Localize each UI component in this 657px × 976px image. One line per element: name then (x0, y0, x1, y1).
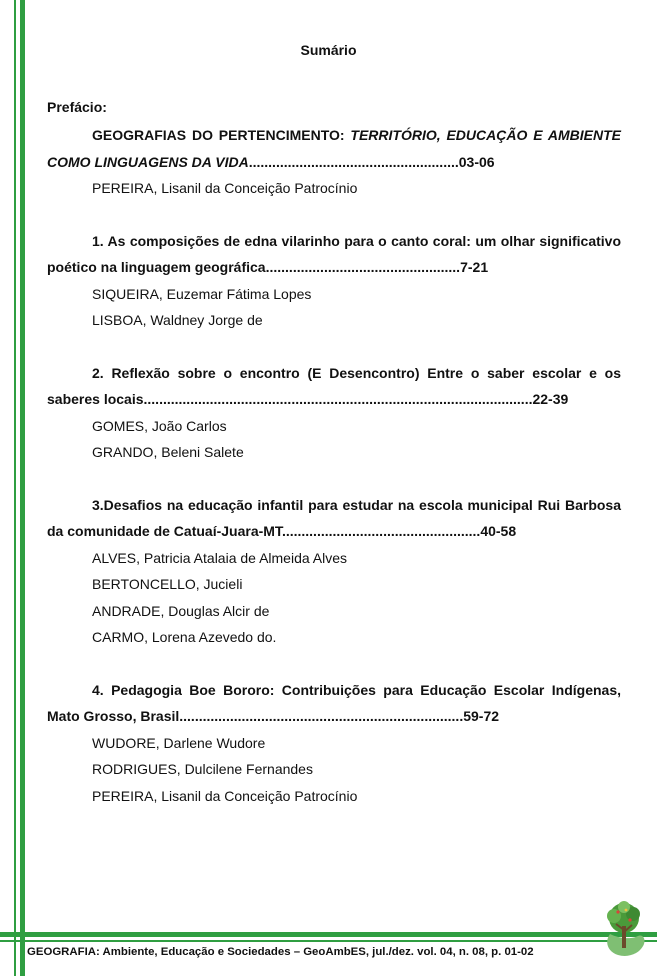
leader-dots: .................................................. (265, 259, 461, 276)
author-line: PEREIRA, Lisanil da Conceição Patrocínio (92, 180, 358, 197)
page-range: 40-58 (480, 523, 517, 540)
page-range: 7-21 (460, 259, 489, 276)
author-line: LISBOA, Waldney Jorge de (92, 312, 263, 329)
toc-entry-heading (47, 228, 621, 281)
author-line: GOMES, João Carlos (92, 417, 227, 434)
toc-entry-4 (47, 677, 621, 809)
toc-entry-heading (47, 492, 621, 545)
page-range: 22-39 (532, 391, 569, 408)
author-line: CARMO, Lorena Azevedo do. (92, 629, 277, 646)
preface-label: Prefácio: (47, 99, 107, 115)
heading-text: 1. As composições de edna vilarinho para o canto coral: um olhar significativo poético na linguagem geográfica (47, 233, 621, 276)
footer-rule-thin (0, 940, 657, 942)
page-range: 03-06 (458, 153, 495, 170)
leader-dots: ................................................... (281, 523, 481, 540)
heading-text: 2. Reflexão sobre o encontro (E Desencontro) Entre o saber escolar e os saberes locais (47, 365, 621, 408)
table-of-contents (47, 94, 621, 835)
page-title: Sumário (300, 42, 357, 58)
toc-entry-preface (47, 122, 621, 201)
toc-entry-heading (47, 360, 621, 413)
author-line: BERTONCELLO, Jucieli (92, 576, 243, 593)
logo-tree-leaf-cluster (618, 901, 630, 913)
author-line: ALVES, Patricia Atalaia de Almeida Alves (92, 549, 347, 566)
left-border-line-inner (20, 0, 25, 976)
heading-plain: GEOGRAFIAS DO PERTENCIMENTO: (92, 127, 351, 144)
leader-dots: ......................................................................... (179, 708, 464, 725)
journal-footer-citation: GEOGRAFIA: Ambiente, Educação e Sociedades – GeoAmbES, jul./dez. vol. 04, n. 08, p. 01-02 (27, 946, 534, 958)
logo-tree-fruit (625, 909, 628, 912)
leader-dots: .................................................................................................... (143, 391, 533, 408)
author-line: GRANDO, Beleni Salete (92, 444, 244, 461)
left-border-line-outer (14, 0, 16, 976)
toc-entry-1 (47, 228, 621, 334)
toc-entry-heading (47, 122, 621, 175)
leader-dots: ...................................................... (248, 153, 459, 170)
author-line: RODRIGUES, Dulcilene Fernandes (92, 761, 313, 778)
author-line: WUDORE, Darlene Wudore (92, 734, 266, 751)
heading-text: 4. Pedagogia Boe Bororo: Contribuições para Educação Escolar Indígenas, Mato Grosso, Brasil (47, 681, 621, 725)
toc-entry-2 (47, 360, 621, 466)
author-line: ANDRADE, Douglas Alcir de (92, 602, 270, 619)
logo-tree-fruit (628, 918, 631, 921)
heading-italic: TERRITÓRIO, EDUCAÇÃO E AMBIENTE COMO LINGUAGENS DA VIDA (47, 127, 621, 170)
author-line: SIQUEIRA, Euzemar Fátima Lopes (92, 285, 312, 302)
heading-text: 3.Desafios na educação infantil para estudar na escola municipal Rui Barbosa da comunidade de Catuaí-Juara-MT (47, 497, 621, 540)
author-line: PEREIRA, Lisanil da Conceição Patrocínio (92, 787, 358, 804)
logo-tree-fruit (616, 910, 619, 913)
toc-entry-heading (47, 677, 621, 730)
toc-entry-3 (47, 492, 621, 650)
footer-rule-thick (0, 932, 657, 937)
page-range: 59-72 (463, 708, 500, 725)
